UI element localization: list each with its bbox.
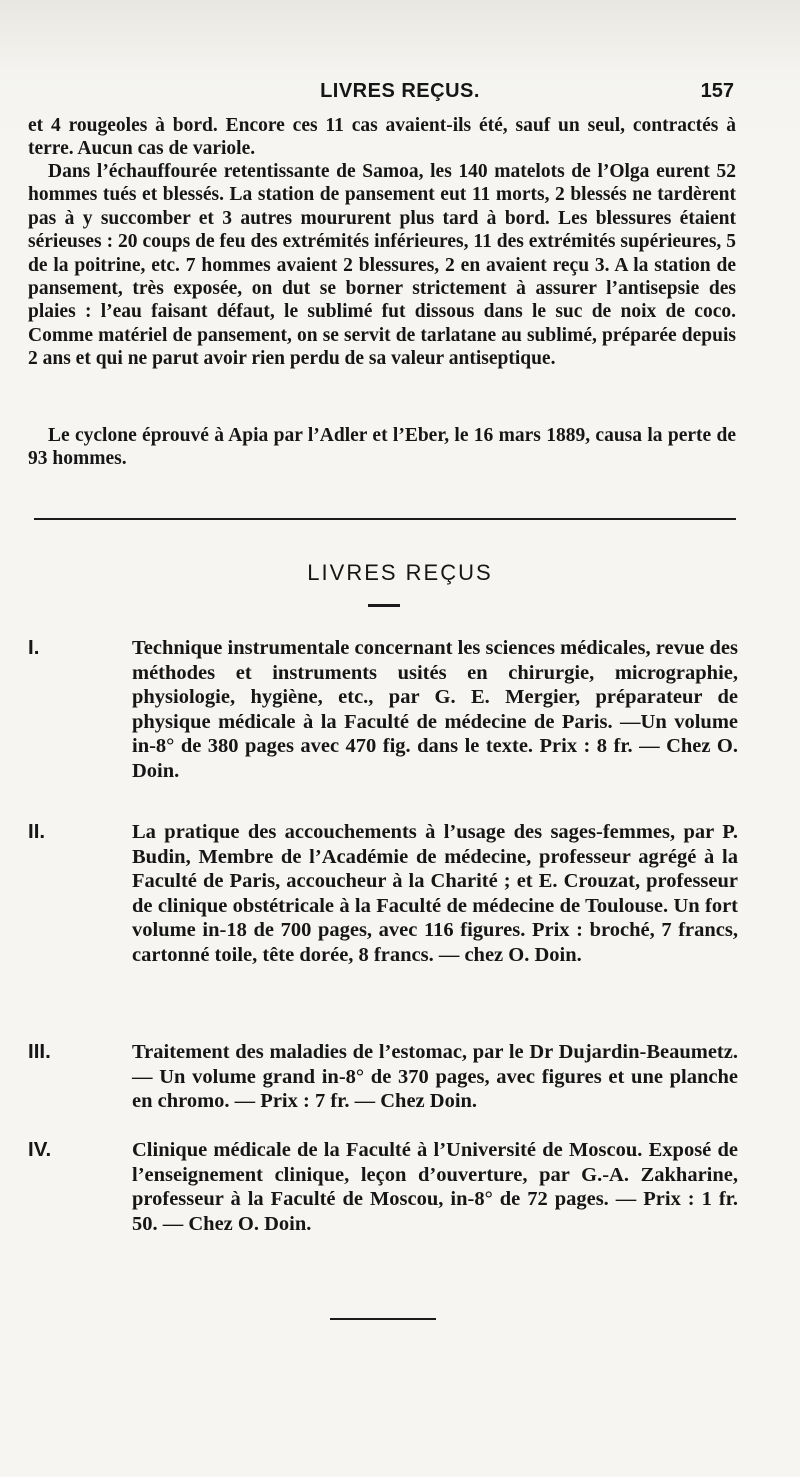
entry-number: I. <box>28 636 40 659</box>
title-underline <box>368 604 400 607</box>
book-entry <box>28 1138 738 1236</box>
entry-number: III. <box>28 1040 51 1063</box>
paragraph-text: Le cyclone éprouvé à Apia par l’Adler et l’Eber, le 16 mars 1889, causa la perte de 93 hommes. <box>28 425 736 470</box>
page-number: 157 <box>700 80 734 102</box>
paragraph-text: Dans l’échauffourée retentissante de Samoa, les 140 matelots de l’Olga eurent 52 hommes tués et blessés. La station de pansement eut 11 morts, 2 blessés ne tardèrent pas à y succomber et 3 autres moururent plus tard à bord. Les blessures étaient sérieuses : 20 coups de feu des extrémités inférieures, 11 des extrémités supérieures, 5 de la poitrine, etc. 7 hommes avaient 2 blessures, 2 en avaient reçu 3. A la station de pansement, très exposée, on dut se borner strictement à assurer l’antisepsie des plaies : l’eau faisant défaut, le sublimé fut dissous dans le suc de noix de coco. Comme matériel de pansement, on se servit de tarlatane au sublimé, préparée depuis 2 ans et qui ne parut avoir rien perdu de sa valeur antiseptique. <box>28 161 736 370</box>
entry-number: IV. <box>28 1138 52 1161</box>
entry-text: Clinique médicale de la Faculté à l’Université de Moscou. Exposé de l’enseignement clinique, leçon d’ouverture, par G.-A. Zakharine, professeur à la Faculté de Moscou, in-8° de 72 pages. — Prix : 1 fr. 50. — Chez O. Doin. <box>132 1139 738 1235</box>
entry-text: Technique instrumentale concernant les sciences médicales, revue des méthodes et instruments usités en chirurgie, micrographie, physiologie, hygiène, etc., par G. E. Mergier, préparateur de physique médicale à la Faculté de médecine de Paris. —Un volume in-8° de 380 pages avec 470 fig. dans le texte. Prix : 8 fr. — Chez O. Doin. <box>132 637 738 782</box>
entry-text: La pratique des accouchements à l’usage des sages-femmes, par P. Budin, Membre de l’Académie de médecine, professeur agrégé à la Faculté de Paris, accoucheur à la Charité ; et E. Crouzat, professeur de clinique obstétricale à la Faculté de médecine de Toulouse. Un fort volume in-18 de 700 pages, avec 116 figures. Prix : broché, 7 francs, cartonné toile, tête dorée, 8 francs. — chez O. Doin. <box>132 821 738 966</box>
page-header <box>0 80 800 106</box>
paragraph-cyclone <box>28 424 736 471</box>
paragraph-samoa <box>28 160 736 371</box>
running-title: LIVRES REÇUS. <box>320 80 480 102</box>
entry-number: II. <box>28 820 46 843</box>
entry-text: Traitement des maladies de l’estomac, par le Dr Dujardin-Beaumetz. — Un volume grand in-8° de 370 pages, avec figures et une planche en chromo. — Prix : 7 fr. — Chez Doin. <box>132 1041 738 1112</box>
section-divider <box>34 518 736 520</box>
book-entry <box>28 820 738 967</box>
end-divider <box>330 1318 436 1320</box>
book-entry <box>28 636 738 783</box>
paragraph-continuation <box>28 114 736 161</box>
section-title: LIVRES REÇUS <box>307 560 493 585</box>
book-entry <box>28 1040 738 1114</box>
paragraph-text: et 4 rougeoles à bord. Encore ces 11 cas avaient-ils été, sauf un seul, contractés à terre. Aucun cas de variole. <box>28 115 736 160</box>
